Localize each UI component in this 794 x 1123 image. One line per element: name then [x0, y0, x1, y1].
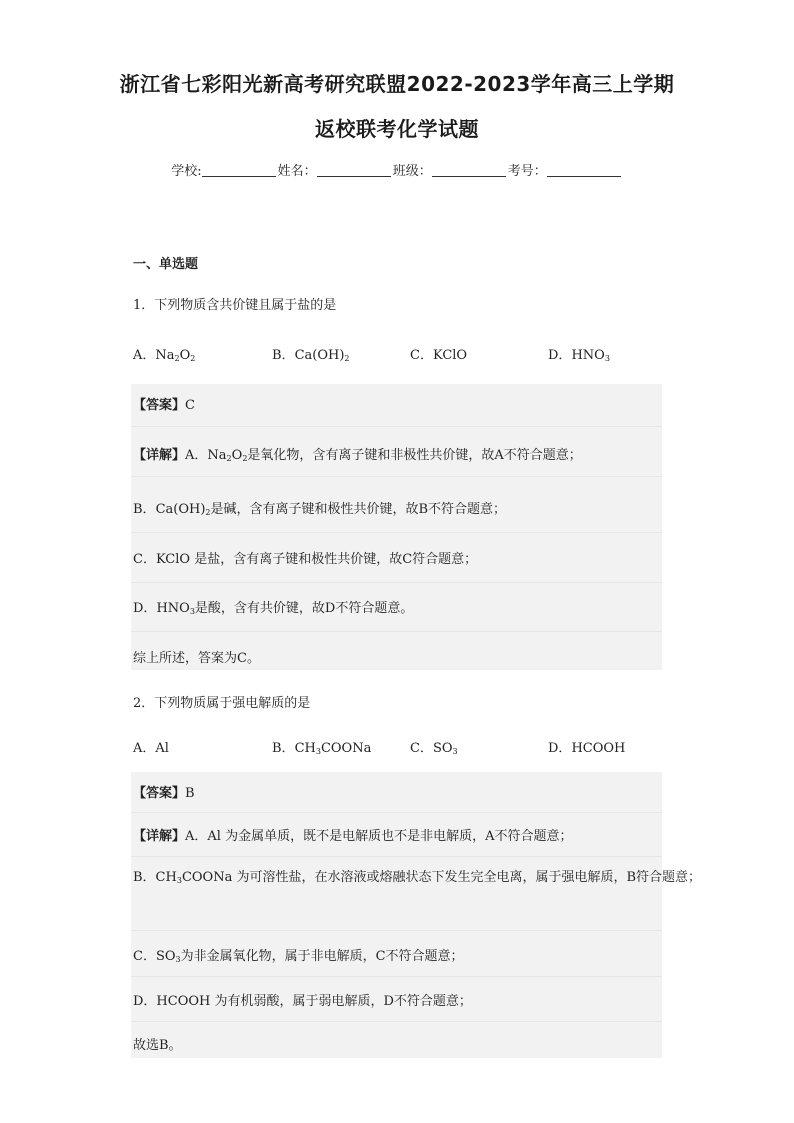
question-1-stem: 1．下列物质含共价键且属于盐的是 [133, 298, 337, 313]
exam-number-blank[interactable] [547, 163, 621, 177]
answer-value: B [185, 786, 195, 801]
option-letter: C． [410, 348, 433, 363]
formula: CH [294, 741, 316, 756]
formula: B．CH [133, 870, 177, 885]
question-2-stem: 2．下列物质属于强电解质的是 [133, 696, 311, 711]
q1-option-a [133, 344, 195, 363]
formula: Ca(OH) [294, 348, 345, 363]
q1-detail-b [133, 498, 660, 517]
divider [131, 856, 662, 857]
divider [131, 532, 662, 533]
school-label: 学校: [171, 164, 202, 179]
subscript: 3 [315, 747, 321, 756]
option-letter: A． [185, 448, 208, 463]
formula: O [231, 448, 243, 463]
formula: Na [207, 448, 227, 463]
formula: HNO [571, 348, 605, 363]
formula: KClO [432, 348, 468, 363]
school-blank[interactable] [202, 163, 276, 177]
detail-text: COONa 为可溶性盐，在水溶液或熔融状态下发生完全电离，属于强电解质，B符合题意； [181, 870, 702, 885]
q2-option-c [410, 737, 458, 756]
detail-label: 【详解】 [133, 829, 186, 844]
q2-detail-b [133, 863, 702, 895]
q2-detail-d: D．HCOOH 为有机弱酸，属于弱电解质，D不符合题意； [133, 994, 472, 1009]
subscript: 2 [174, 354, 180, 363]
divider [131, 582, 662, 583]
answer-label: 【答案】 [133, 398, 186, 413]
answer-value: C [185, 398, 195, 413]
exam-number-label: 考号： [507, 164, 547, 179]
class-blank[interactable] [432, 163, 506, 177]
q1-option-c [410, 344, 467, 363]
subscript: 2 [205, 508, 211, 517]
option-letter: B． [272, 741, 295, 756]
q1-answer [133, 394, 660, 413]
q1-option-b [272, 344, 350, 363]
q2-detail-a [133, 825, 660, 844]
formula: HNO [156, 601, 190, 616]
option-letter: A． [133, 348, 156, 363]
subscript: 3 [604, 354, 610, 363]
divider [131, 976, 662, 977]
option-letter: D． [133, 601, 157, 616]
q1-detail-c: C．KClO 是盐，含有离子键和极性共价键，故C符合题意； [133, 552, 478, 567]
subscript: 2 [226, 454, 232, 463]
name-blank[interactable] [317, 163, 391, 177]
subscript: 3 [175, 955, 181, 964]
formula: Ca(OH) [155, 502, 206, 517]
detail-text: 是酸，含有共价键，故D不符合题意。 [194, 601, 414, 616]
formula: Na [155, 348, 175, 363]
q2-option-b [272, 737, 371, 756]
q1-summary: 综上所述，答案为C。 [133, 651, 260, 666]
detail-text: 是碱，含有离子键和极性共价键，故B不符合题意； [210, 502, 507, 517]
divider [131, 930, 662, 931]
option-letter: C． [410, 741, 433, 756]
detail-text: 为非金属氧化物，属于非电解质，C不符合题意； [180, 949, 464, 964]
detail-text: A．Al 为金属单质，既不是电解质也不是非电解质，A不符合题意； [185, 829, 573, 844]
divider [131, 812, 662, 813]
divider [131, 426, 662, 427]
q2-answer-box [131, 772, 702, 1058]
formula: HCOOH [571, 741, 626, 756]
divider [131, 476, 662, 477]
page-title-line-2: 返校联考化学试题 [315, 117, 479, 141]
formula: COONa [320, 741, 372, 756]
q2-detail-c [133, 945, 660, 964]
subscript: 2 [190, 354, 196, 363]
formula: C．SO [133, 949, 176, 964]
option-letter: D． [548, 348, 572, 363]
subscript: 3 [452, 747, 458, 756]
detail-label: 【详解】 [133, 448, 186, 463]
subscript: 3 [176, 876, 182, 885]
q2-option-a [133, 737, 169, 756]
q1-answer-box [131, 384, 662, 670]
q2-option-d [548, 737, 625, 756]
option-letter: B． [272, 348, 295, 363]
answer-label: 【答案】 [133, 786, 186, 801]
divider [131, 1021, 662, 1022]
q2-answer [133, 782, 660, 801]
option-letter: D． [548, 741, 572, 756]
q2-summary: 故选B。 [133, 1038, 182, 1053]
class-label: 班级： [392, 164, 432, 179]
divider [131, 631, 662, 632]
formula: SO [432, 741, 453, 756]
name-label: 姓名： [277, 164, 317, 179]
subscript: 2 [242, 454, 248, 463]
page-title-line-1: 浙江省七彩阳光新高考研究联盟2022-2023学年高三上学期 [119, 72, 675, 96]
formula: Al [155, 741, 169, 756]
option-letter: A． [133, 741, 156, 756]
subscript: 2 [344, 354, 350, 363]
subscript: 3 [189, 607, 195, 616]
detail-text: 是氧化物，含有离子键和非极性共价键，故A不符合题意； [247, 448, 582, 463]
student-info-row [0, 160, 794, 179]
q1-detail-a [133, 444, 660, 463]
formula: O [179, 348, 191, 363]
q1-detail-d [133, 597, 660, 616]
option-letter: B． [133, 502, 156, 517]
q1-option-d [548, 344, 610, 363]
section-heading: 一、单选题 [133, 257, 199, 272]
